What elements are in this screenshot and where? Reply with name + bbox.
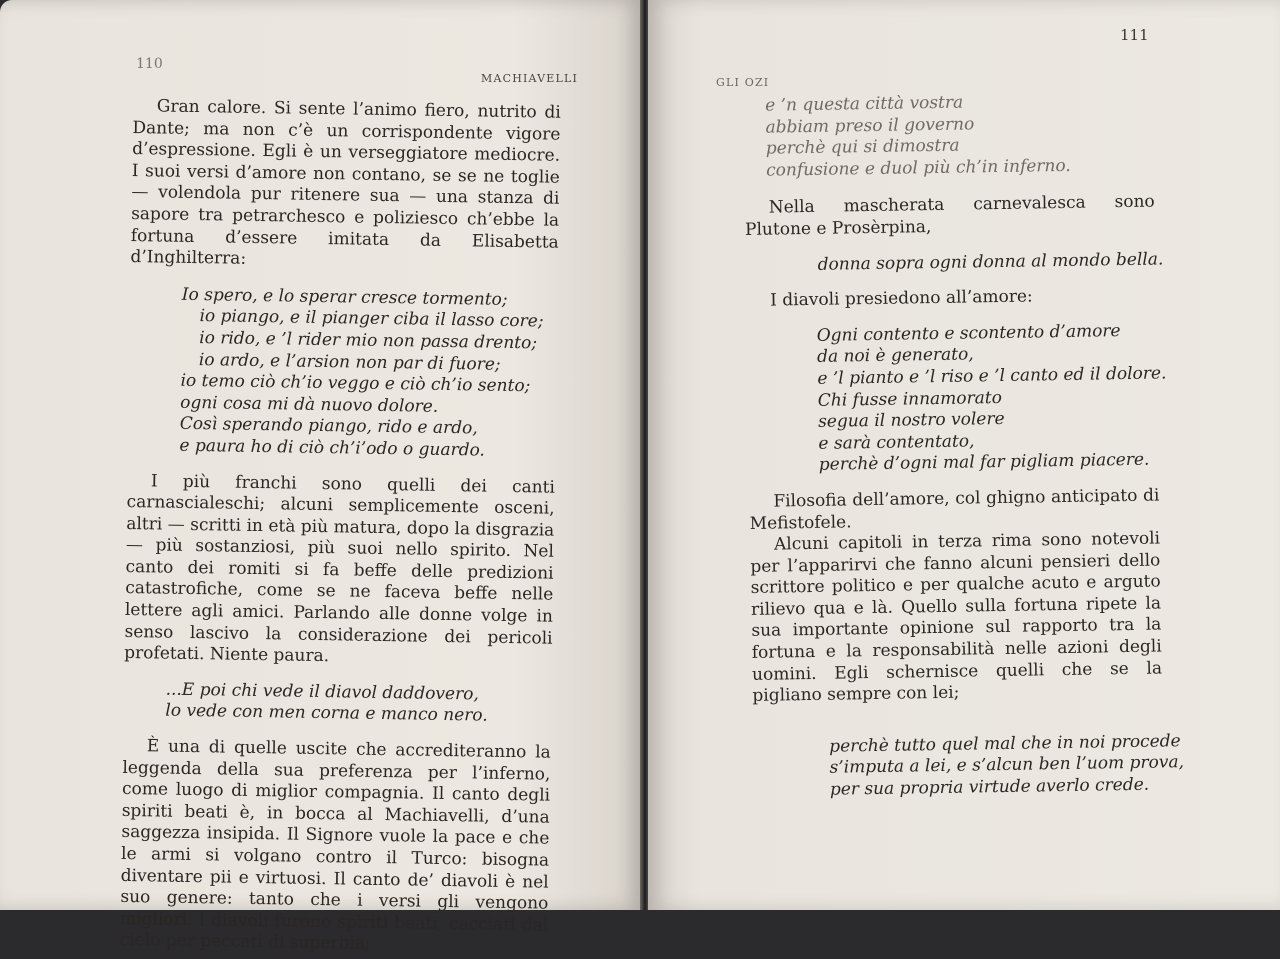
verse-line: abbiam preso il governo xyxy=(765,113,975,138)
running-head-right: GLI OZI xyxy=(716,76,770,89)
verse-line: perchè tutto quel mal che in noi procede xyxy=(829,731,1181,757)
verse-line: io rido, e ’l rider mio non passa drento; xyxy=(199,328,538,354)
verse-line: Così sperando piango, rido e ardo, xyxy=(179,414,478,439)
verse-line: da noi è generato, xyxy=(816,344,974,368)
verse-line: ...E poi chi vede il diavol daddovero, xyxy=(165,679,479,705)
verse-line: e ’l pianto e ’l riso e ’l canto ed il dolore. xyxy=(817,363,1167,389)
paragraph: Nella mascherata carnevalesca sono Plutone e Prosèrpina, xyxy=(744,191,1155,240)
verse-line: io ardo, e l’arsion non par di fuore; xyxy=(198,349,501,375)
verse-line: e sarà contentato, xyxy=(818,431,975,454)
verse-line: io temo ciò ch’io veggo e ciò ch’io sento; xyxy=(180,370,531,397)
verse-line: perchè d’ogni mal far pigliam piacere. xyxy=(818,449,1150,476)
right-text-block xyxy=(743,90,1185,803)
verse-line: io piango, e il pianger ciba il lasso core; xyxy=(199,306,544,332)
verse-block xyxy=(765,90,1154,182)
paragraph: È una di quelle uscite che accrediteranno la leggenda della sua preferenza per l’inferno, come luogo di miglior compagnia. Il canto degli spiriti beati è, in bocca al Machiavelli, d’una saggezza insipida. Il Signore vuole la pace e che le armi si volgano contro il Turco: bisogna diventare pii e virtuosi. Il canto de’ diavoli è nel suo genere: tanto che i versi gli vengono migliori. I diavoli furono spiriti beati, cacciati dal cielo per peccati di superbia; xyxy=(119,736,551,955)
verse-line: lo vede con men corna e manco nero. xyxy=(165,701,488,727)
verse-block xyxy=(179,285,558,464)
verse-line: Ogni contento e scontento d’amore xyxy=(816,320,1121,346)
paragraph: Filosofia dell’amore, col ghigno anticipato di Mefistofele. xyxy=(749,485,1160,534)
paragraph: Alcuni capitoli in terza rima sono notevoli per l’apparirvi che fanno alcuni pensieri dello scrittore politico e per qualche acuto e arguto rilievo qua e là. Quello sulla fortuna ripete la sua importante opinione sul rapporto tra la fortuna e la responsabilità nelle azioni degli uomini. Egli schernisce quelli che se la pigliano sempre con lei; xyxy=(750,528,1163,707)
left-text-block xyxy=(120,96,561,959)
verse-line: e ’n questa città vostra xyxy=(764,92,964,116)
verse-line: e paura ho di ciò ch’i’odo o guardo. xyxy=(179,435,486,461)
verse-line: segua il nostro volere xyxy=(817,409,1005,432)
verse-line: donna sopra ogni donna al mondo bella. xyxy=(817,248,1164,275)
verse-line: confusione e duol più ch’in inferno. xyxy=(766,155,1071,181)
verse-line: perchè qui si dimostra xyxy=(765,135,960,159)
verse-line: Io spero, e lo sperar cresce tormento; xyxy=(181,284,508,310)
left-page xyxy=(0,0,642,955)
verse-line: s’imputa a lei, e s’alcun ben l’uom prova, xyxy=(829,752,1185,779)
verse-block xyxy=(817,248,1164,276)
verse-block xyxy=(829,731,1185,801)
paragraph: I diavoli presiedono all’amore: xyxy=(770,286,1033,311)
verse-line: per sua propria virtude averlo crede. xyxy=(829,774,1150,800)
verse-block xyxy=(165,679,552,728)
paragraph: Gran calore. Si sente l’animo fiero, nutrito di Dante; ma non c’è un corrispondente vigore d’espressione. Egli è un verseggiatore mediocre. I suoi versi d’amore non contano, se se ne toglie — volendola pur ritenere sua — una stanza di sapore tra petrarchesco e poliziesco ch’ebbe la fortuna d’essere imitata da Elisabetta d’Inghilterra: xyxy=(130,96,561,269)
verse-line: ogni cosa mi dà nuovo dolore. xyxy=(180,392,439,417)
running-head-left: MACHIAVELLI xyxy=(481,72,579,85)
page-number-right: 111 xyxy=(1120,26,1149,44)
paragraph: I più franchi sono quelli dei canti carnascialeschi; alcuni semplicemente osceni, altri — scritti in età più matura, dopo la disgrazia — più sostanziosi, più suoi nello spirito. Nel canto dei romiti si fa beffe delle predizioni catastrofiche, come se ne faceva beffe nelle lettere agli amici. Parlando alle donne volge in senso lascivo la considerazione dei pericoli profetati. Niente paura. xyxy=(124,470,556,667)
verse-block xyxy=(816,320,1167,476)
verse-line: Chi fusse innamorato xyxy=(817,387,1003,411)
right-page xyxy=(648,0,1280,910)
page-number-left: 110 xyxy=(136,56,163,72)
